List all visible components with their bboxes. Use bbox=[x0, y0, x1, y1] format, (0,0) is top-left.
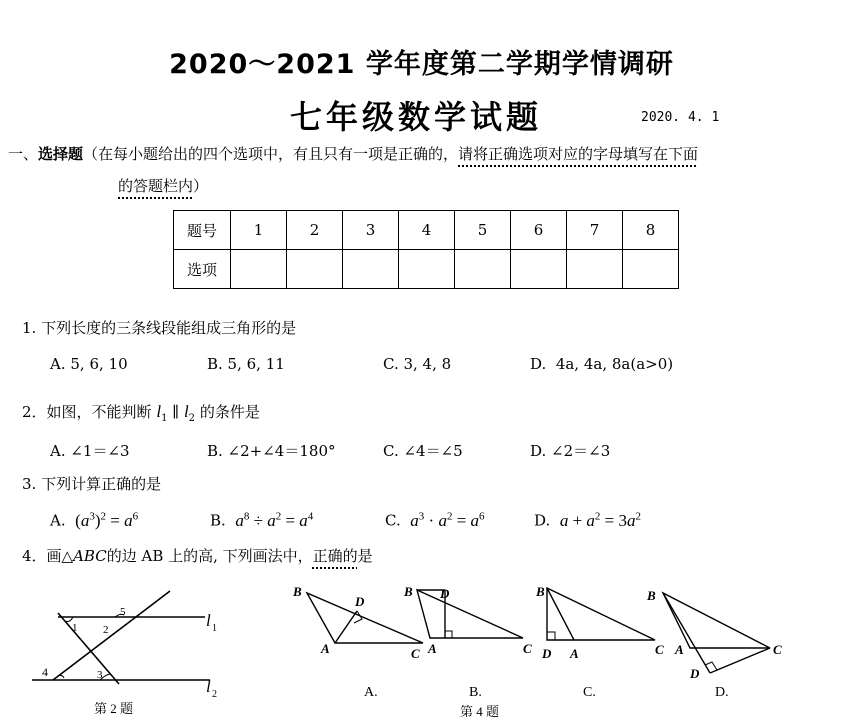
q1-option-b: B. 5, 6, 11 bbox=[207, 355, 285, 373]
q1-option-d: D. 4a, 4a, 8a(a>0) bbox=[530, 355, 674, 373]
q3-option-b: B. $a^8 \div a^2 = a^4$ bbox=[210, 510, 314, 530]
exam-title: 2020～2021 学年度第二学期学情调研 bbox=[169, 49, 674, 80]
fig2-label-1: 1 bbox=[72, 622, 78, 634]
exam-subtitle: 七年级数学试题 bbox=[290, 98, 543, 136]
q2-option-a: A. ∠1＝∠3 bbox=[50, 442, 130, 460]
fig4a-label-c: C bbox=[411, 646, 420, 661]
fig4-option-c bbox=[535, 584, 664, 661]
exam-date: 2020. 4. 1 bbox=[641, 110, 720, 125]
fig4a-label-b: B bbox=[293, 584, 302, 599]
q3-stem: 3. 下列计算正确的是 bbox=[22, 475, 162, 493]
table-number-cell: 2 bbox=[287, 211, 343, 250]
fig4-option-label-a: A. bbox=[364, 685, 378, 700]
fig4b-label-d: D bbox=[440, 586, 450, 601]
q2-option-b: B. ∠2+∠4＝180° bbox=[207, 442, 336, 460]
fig4b-label-b: B bbox=[404, 584, 413, 599]
table-number-cell: 4 bbox=[399, 211, 455, 250]
section1-instruction: 一、选择题（在每小题给出的四个选项中，有且只有一项是正确的，请将正确选项对应的字母填写在下面 bbox=[8, 145, 699, 163]
fig4-option-label-b: B. bbox=[469, 685, 482, 700]
table-number-cell: 1 bbox=[231, 211, 287, 250]
fig2-label-5: 5 bbox=[120, 606, 126, 618]
fig2-label-2: 2 bbox=[103, 624, 109, 636]
table-number-cell: 8 bbox=[623, 211, 679, 250]
answer-cell[interactable] bbox=[511, 250, 567, 289]
fig2-label-l2-sub: 2 bbox=[212, 689, 217, 700]
table-number-cell: 3 bbox=[343, 211, 399, 250]
table-number-cell: 6 bbox=[511, 211, 567, 250]
fig4b-label-c: C bbox=[523, 641, 532, 656]
answer-cell[interactable] bbox=[343, 250, 399, 289]
fig4-option-label-d: D. bbox=[715, 685, 729, 700]
section1-instruction-cont: 的答题栏内） bbox=[118, 177, 209, 195]
answer-cell[interactable] bbox=[567, 250, 623, 289]
q2-option-c: C. ∠4＝∠5 bbox=[383, 442, 463, 460]
fig4c-label-a: A bbox=[570, 646, 579, 661]
transversal-2 bbox=[58, 613, 119, 684]
fig2-label-4: 4 bbox=[42, 665, 48, 679]
fig2-label-l1: l bbox=[206, 611, 211, 630]
fig2-caption: 第 2 题 bbox=[94, 701, 134, 716]
fig4-option-b bbox=[403, 584, 532, 656]
q4-stem: 4．画△ABC的边 AB 上的高, 下列画法中，正确的是 bbox=[22, 547, 373, 565]
q1-stem: 1. 下列长度的三条线段能组成三角形的是 bbox=[22, 319, 297, 337]
q3-option-d: D. $a + a^2 = 3a^2$ bbox=[534, 510, 641, 530]
transversal-1 bbox=[53, 591, 170, 680]
q3-option-c: C. $a^3 \cdot a^2 = a^6$ bbox=[385, 510, 485, 530]
figure-q4 bbox=[285, 580, 785, 721]
fig2-label-l1-sub: 1 bbox=[212, 623, 217, 634]
q1-option-a: A. 5, 6, 10 bbox=[50, 355, 128, 373]
answer-cell[interactable] bbox=[623, 250, 679, 289]
fig4c-label-c: C bbox=[655, 642, 664, 657]
fig4a-label-d: D bbox=[355, 594, 365, 609]
table-head-answer: 选项 bbox=[174, 250, 231, 289]
fig4a-label-a: A bbox=[321, 641, 330, 656]
fig4b-label-a: A bbox=[428, 641, 437, 656]
table-number-cell: 5 bbox=[455, 211, 511, 250]
answer-table-header-row bbox=[174, 211, 679, 250]
answer-table-answer-row bbox=[174, 250, 679, 289]
fig4-option-label-c: C. bbox=[583, 685, 596, 700]
q3-option-a: A. $(a^3)^2 = a^6$ bbox=[50, 510, 139, 530]
q2-option-d: D. ∠2＝∠3 bbox=[530, 442, 611, 460]
fig2-label-3: 3 bbox=[97, 669, 103, 681]
figure-q2 bbox=[20, 585, 230, 720]
fig4-caption: 第 4 题 bbox=[460, 704, 500, 719]
fig4c-label-b: B bbox=[536, 584, 545, 599]
angle-arc-4 bbox=[58, 675, 64, 678]
answer-cell[interactable] bbox=[287, 250, 343, 289]
answer-cell[interactable] bbox=[231, 250, 287, 289]
fig4d-label-a: A bbox=[675, 642, 684, 657]
answer-cell[interactable] bbox=[399, 250, 455, 289]
answer-table bbox=[173, 210, 679, 289]
table-number-cell: 7 bbox=[567, 211, 623, 250]
q1-option-c: C. 3, 4, 8 bbox=[383, 355, 452, 373]
answer-cell[interactable] bbox=[455, 250, 511, 289]
q2-stem: 2．如图，不能判断 $l_1$ ∥ $l_2$ 的条件是 bbox=[22, 402, 260, 424]
fig4d-label-c: C bbox=[773, 642, 782, 657]
fig4d-label-d: D bbox=[690, 666, 700, 681]
fig4c-label-d: D bbox=[542, 646, 552, 661]
fig4d-label-b: B bbox=[647, 588, 656, 603]
table-head-number: 题号 bbox=[174, 211, 231, 250]
fig2-label-l2: l bbox=[206, 677, 211, 696]
fig4-option-d bbox=[646, 588, 782, 681]
